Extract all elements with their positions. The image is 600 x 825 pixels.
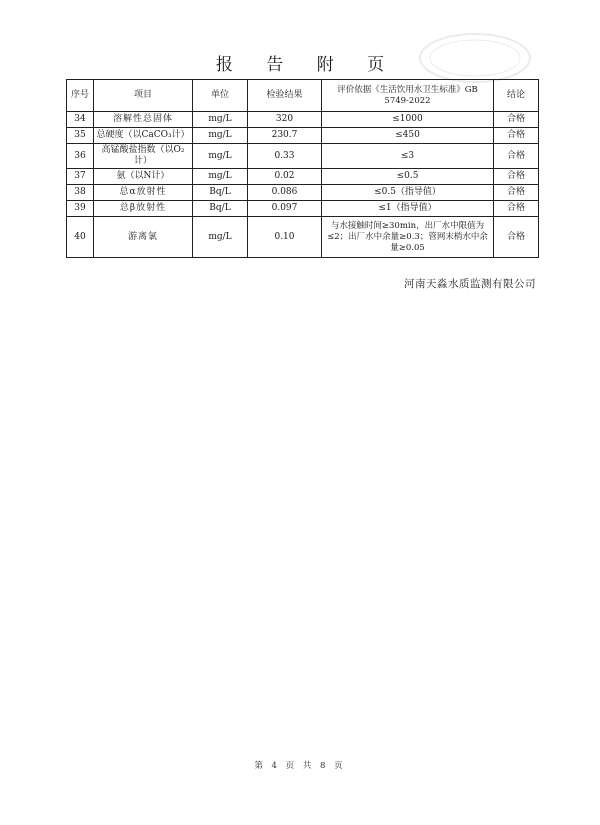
row-item: 总α放射性: [94, 185, 193, 201]
row-unit: mg/L: [193, 144, 248, 169]
row-conclusion: 合格: [494, 201, 539, 217]
table-row: [67, 185, 539, 201]
row-item: 游离氯: [94, 217, 193, 258]
row-item: 高锰酸盐指数（以O₂计）: [94, 144, 193, 169]
row-no: 38: [67, 185, 94, 201]
row-result: 0.33: [248, 144, 322, 169]
row-result: 0.10: [248, 217, 322, 258]
header-unit: 单位: [193, 80, 248, 112]
header-no: 序号: [67, 80, 94, 112]
company-name: 河南天淼水质监测有限公司: [404, 278, 536, 290]
row-conclusion: 合格: [494, 128, 539, 144]
row-no: 40: [67, 217, 94, 258]
table-row: [67, 128, 539, 144]
row-criterion: ≤1000: [322, 112, 494, 128]
row-item: 总β放射性: [94, 201, 193, 217]
row-unit: mg/L: [193, 217, 248, 258]
row-conclusion: 合格: [494, 185, 539, 201]
row-criterion: ≤1（指导值）: [322, 201, 494, 217]
table-row: [67, 169, 539, 185]
row-conclusion: 合格: [494, 112, 539, 128]
row-unit: mg/L: [193, 128, 248, 144]
row-unit: mg/L: [193, 169, 248, 185]
row-item: 氨（以N计）: [94, 169, 193, 185]
page-title: 报 告 附 页: [215, 55, 399, 75]
row-result: 0.02: [248, 169, 322, 185]
row-no: 35: [67, 128, 94, 144]
row-conclusion: 合格: [494, 217, 539, 258]
report-table: [66, 79, 539, 258]
table-header-row: [67, 80, 539, 112]
faint-seal-mark: [415, 30, 535, 85]
row-result: 0.097: [248, 201, 322, 217]
row-unit: Bq/L: [193, 201, 248, 217]
row-conclusion: 合格: [494, 169, 539, 185]
row-result: 230.7: [248, 128, 322, 144]
row-criterion: 与水接触时间≥30min，出厂水中限值为≤2；出厂水中余量≥0.3；管网末梢水中余量≥0.05: [322, 217, 494, 258]
row-conclusion: 合格: [494, 144, 539, 169]
row-unit: Bq/L: [193, 185, 248, 201]
row-criterion: ≤0.5: [322, 169, 494, 185]
row-criterion: ≤0.5（指导值）: [322, 185, 494, 201]
row-no: 36: [67, 144, 94, 169]
row-result: 320: [248, 112, 322, 128]
table-row: [67, 201, 539, 217]
row-item: 溶解性总固体: [94, 112, 193, 128]
row-criterion: ≤450: [322, 128, 494, 144]
table-row: [67, 217, 539, 258]
header-result: 检验结果: [248, 80, 322, 112]
header-criterion: 评价依据《生活饮用水卫生标准》GB 5749-2022: [322, 80, 494, 112]
row-criterion: ≤3: [322, 144, 494, 169]
row-no: 37: [67, 169, 94, 185]
row-unit: mg/L: [193, 112, 248, 128]
row-no: 34: [67, 112, 94, 128]
table-row: [67, 144, 539, 169]
row-item: 总硬度（以CaCO₃计）: [94, 128, 193, 144]
header-item: 项目: [94, 80, 193, 112]
table-row: [67, 112, 539, 128]
row-result: 0.086: [248, 185, 322, 201]
row-no: 39: [67, 201, 94, 217]
header-conclusion: 结论: [494, 80, 539, 112]
page-footer: 第 4 页 共 8 页: [254, 761, 346, 771]
